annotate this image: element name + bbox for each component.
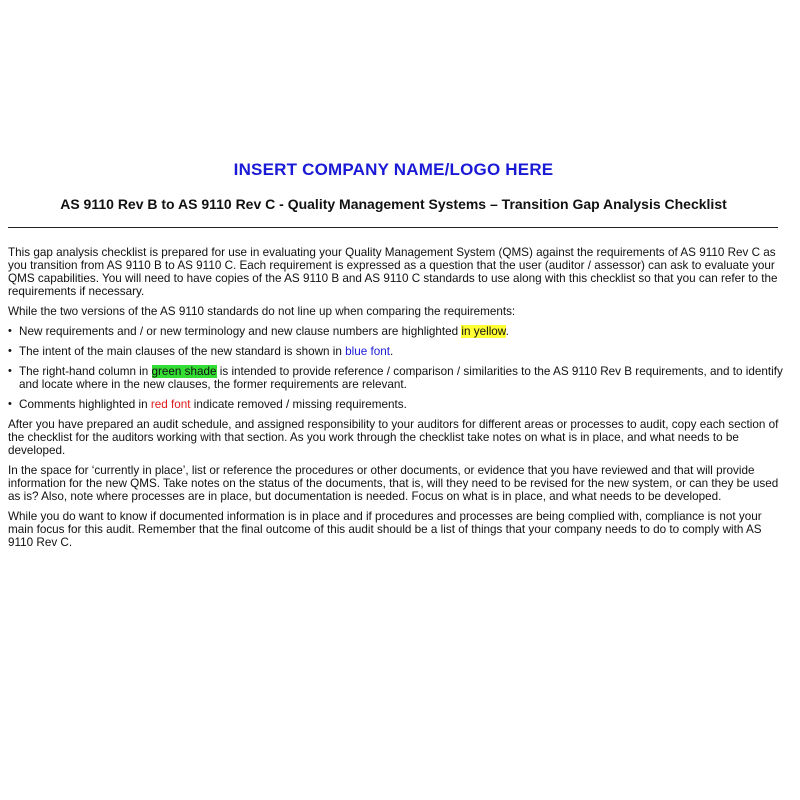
document-title: AS 9110 Rev B to AS 9110 Rev C - Quality Management Systems – Transition Gap Analysis Checklist (60, 196, 727, 212)
bullet-text-end: indicate removed / missing requirements. (190, 398, 407, 411)
document-body (8, 246, 784, 556)
blue-font-text: blue font (345, 345, 390, 358)
audit-schedule-paragraph: After you have prepared an audit schedule, and assigned responsibility to your auditors for different areas or processes to audit, copy each section of the checklist for the auditors working with that section. As you work through the checklist take notes on what is in place, and what needs to be developed. (8, 418, 779, 457)
list-item (8, 398, 784, 411)
currently-in-place-paragraph: In the space for ‘currently in place’, list or reference the procedures or other documents, or evidence that you have reviewed and that will provide information for the new QMS. Take notes on the status of the documents, that is, will they need to be revised for the new system, or can they be used as is? Also, note where processes are in place, but documentation is needed. Focus on what is in place, and what needs to be developed. (8, 464, 779, 503)
bullet-text: New requirements and / or new terminology and new clause numbers are highlighted (19, 325, 462, 338)
bullet-text-end: . (389, 345, 394, 358)
comparison-intro: While the two versions of the AS 9110 standards do not line up when comparing the requirements: (8, 305, 516, 318)
yellow-highlight-text: in yellow (461, 325, 506, 338)
list-item (8, 345, 784, 358)
bullet-icon: • (8, 345, 12, 357)
red-font-text: red font (150, 398, 191, 411)
bullet-icon: • (8, 365, 12, 377)
bullet-icon: • (8, 398, 12, 410)
bullet-text: Comments highlighted in (19, 398, 151, 411)
bullet-text: The intent of the main clauses of the new standard is shown in (19, 345, 346, 358)
company-name-placeholder: INSERT COMPANY NAME/LOGO HERE (233, 160, 554, 179)
bullet-text-end: is intended to provide reference / comparison / similarities to the AS 9110 Rev B requirements, and to identify and locate where in the new clauses, the former requirements are relevant. (19, 365, 783, 391)
list-item (8, 365, 784, 391)
compliance-focus-paragraph: While you do want to know if documented information is in place and if procedures and processes are being complied with, compliance is not your main focus for this audit. Remember that the final outcome of this audit should be a list of things that your company needs to do to comply with AS 9110 Rev C. (8, 510, 762, 549)
bullet-text-end: . (505, 325, 509, 338)
title-divider (8, 227, 778, 228)
bullet-text: The right-hand column in (19, 365, 152, 378)
green-highlight-text: green shade (151, 365, 217, 378)
bullet-icon: • (8, 325, 12, 337)
list-item (8, 325, 784, 338)
intro-paragraph: This gap analysis checklist is prepared for use in evaluating your Quality Management System (QMS) against the requirements of AS 9110 Rev C as you transition from AS 9110 B to AS 9110 C. Each requirement is expressed as a question that the user (auditor / assessor) can ask to evaluate your QMS capabilities. You will need to have copies of the AS 9110 B and AS 9110 C standards to use along with this checklist so that you can refer to the requirements if necessary. (8, 246, 778, 298)
legend-list (8, 325, 784, 411)
